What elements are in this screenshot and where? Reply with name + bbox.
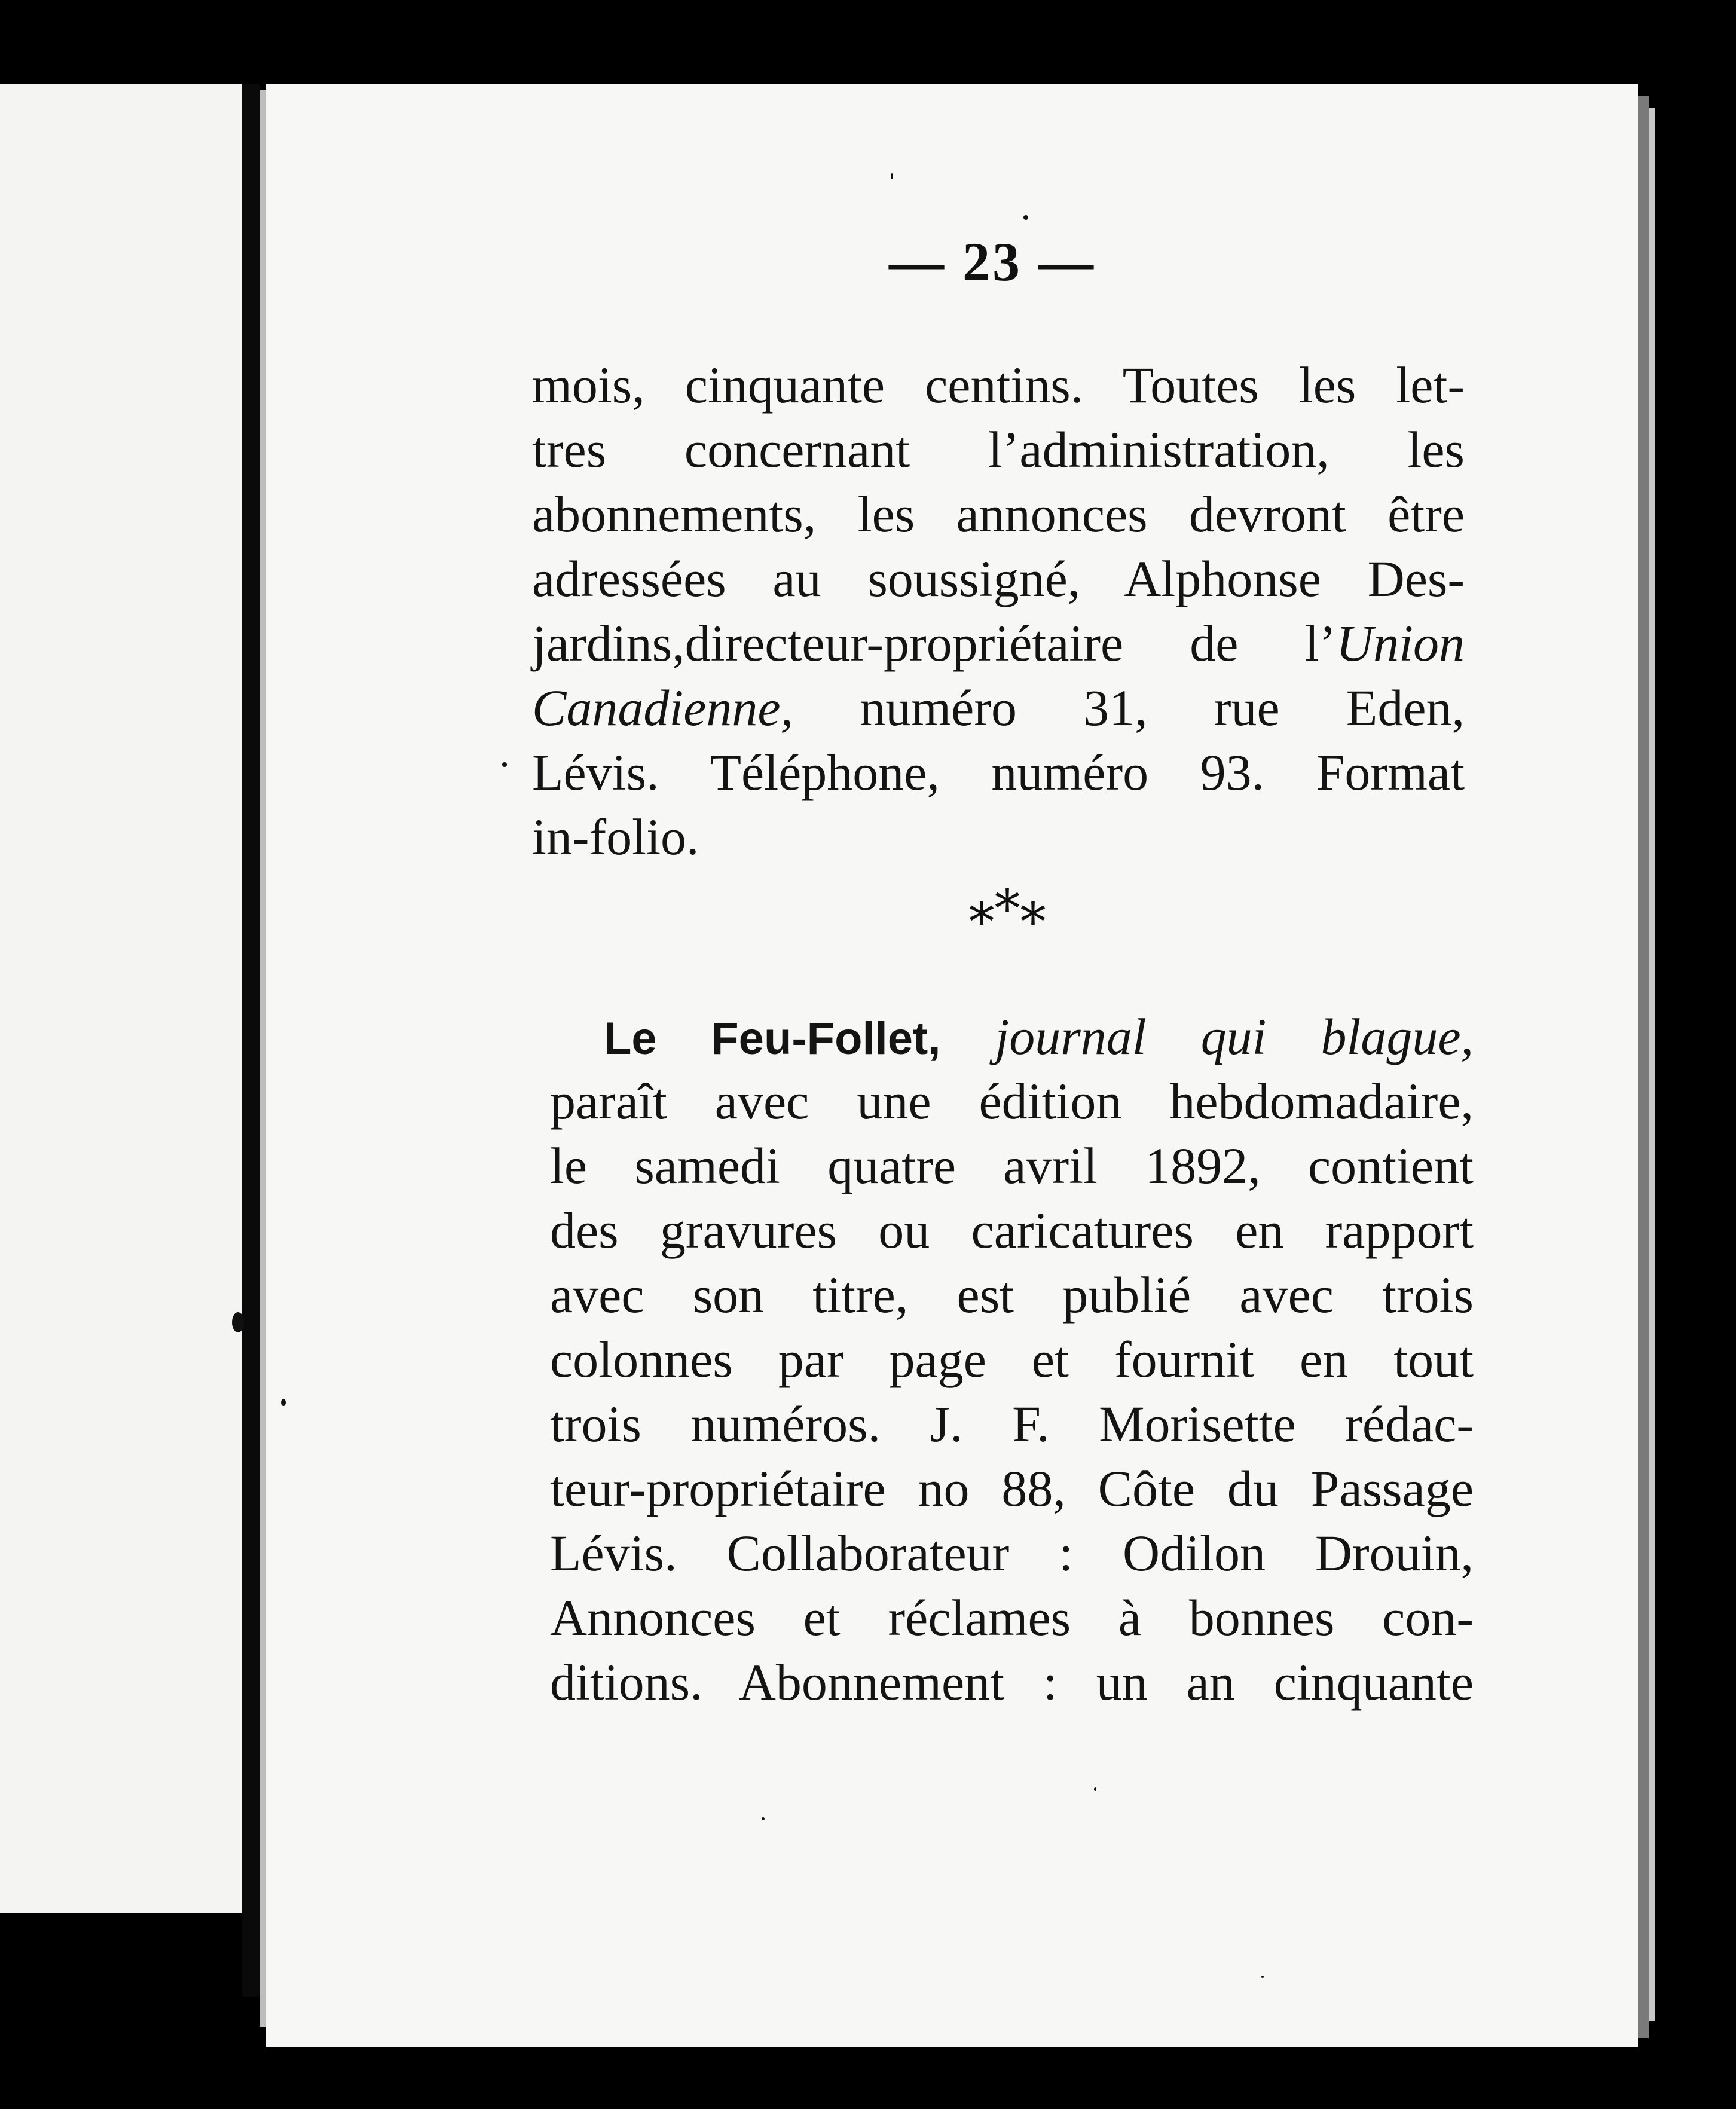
asterisk: *	[994, 879, 1020, 939]
text-line: Lévis. Téléphone, numéro 93. Format	[532, 744, 1465, 801]
text-segment: jardins,directeur-propriétaire de l’	[532, 615, 1336, 672]
asterisk: *	[968, 892, 995, 952]
italic-text: Canadienne,	[532, 679, 794, 736]
text-line: Annonces et réclames à bonnes con-	[550, 1589, 1474, 1646]
scan-speck	[1094, 1787, 1096, 1791]
text-line: tres concernant l’administration, les	[532, 421, 1465, 478]
page-number: — 23 —	[889, 231, 1096, 292]
italic-text: Union	[1336, 615, 1465, 672]
text-line	[550, 1004, 1474, 1069]
text-line: le samedi quatre avril 1892, contient	[550, 1137, 1474, 1194]
text-line	[532, 611, 1465, 676]
journal-title: Le Feu-Follet,	[604, 1013, 941, 1064]
text-line: trois numéros. J. F. Morisette rédac-	[550, 1395, 1474, 1453]
text-line: in-folio.	[532, 808, 699, 866]
text-line: abonnements, les annonces devront être	[532, 485, 1465, 543]
text-line: Lévis. Collaborateur : Odilon Drouin,	[550, 1524, 1474, 1582]
asterism-separator	[933, 879, 1082, 952]
text-line	[532, 676, 1465, 740]
text-line: adressées au soussigné, Alphonse Des-	[532, 550, 1465, 607]
page-right-edge	[1638, 96, 1649, 2038]
page-right-edge-light	[1649, 108, 1655, 2021]
scan-speck	[762, 1817, 765, 1820]
text-line: mois, cinquante centins. Toutes les let-	[532, 356, 1465, 414]
scan-speck	[232, 1312, 244, 1332]
text-line: paraît avec une édition hebdomadaire,	[550, 1072, 1474, 1130]
paragraph-union-canadienne	[532, 353, 1465, 869]
text-line: ditions. Abonnement : un an cinquante	[550, 1653, 1474, 1711]
scan-speck	[1261, 1976, 1264, 1978]
italic-text: journal qui blague,	[995, 1008, 1474, 1065]
asterisk: *	[1020, 892, 1046, 952]
scan-speck	[891, 173, 893, 179]
scan-speck	[281, 1399, 286, 1406]
paragraph-feu-follet	[550, 1004, 1474, 1714]
text-line: teur-propriétaire no 88, Côte du Passage	[550, 1460, 1474, 1517]
text-line: des gravures ou caricatures en rapport	[550, 1202, 1474, 1259]
text-segment: numéro 31, rue Eden,	[860, 679, 1465, 736]
scan-speck	[1023, 215, 1028, 220]
gutter-highlight	[260, 90, 266, 2027]
text-line: colonnes par page et fournit en tout	[550, 1331, 1474, 1388]
left-page-edge	[0, 84, 242, 1913]
book-gutter	[242, 84, 260, 1997]
scan-speck	[502, 762, 507, 767]
text-line: avec son titre, est publié avec trois	[550, 1266, 1474, 1324]
